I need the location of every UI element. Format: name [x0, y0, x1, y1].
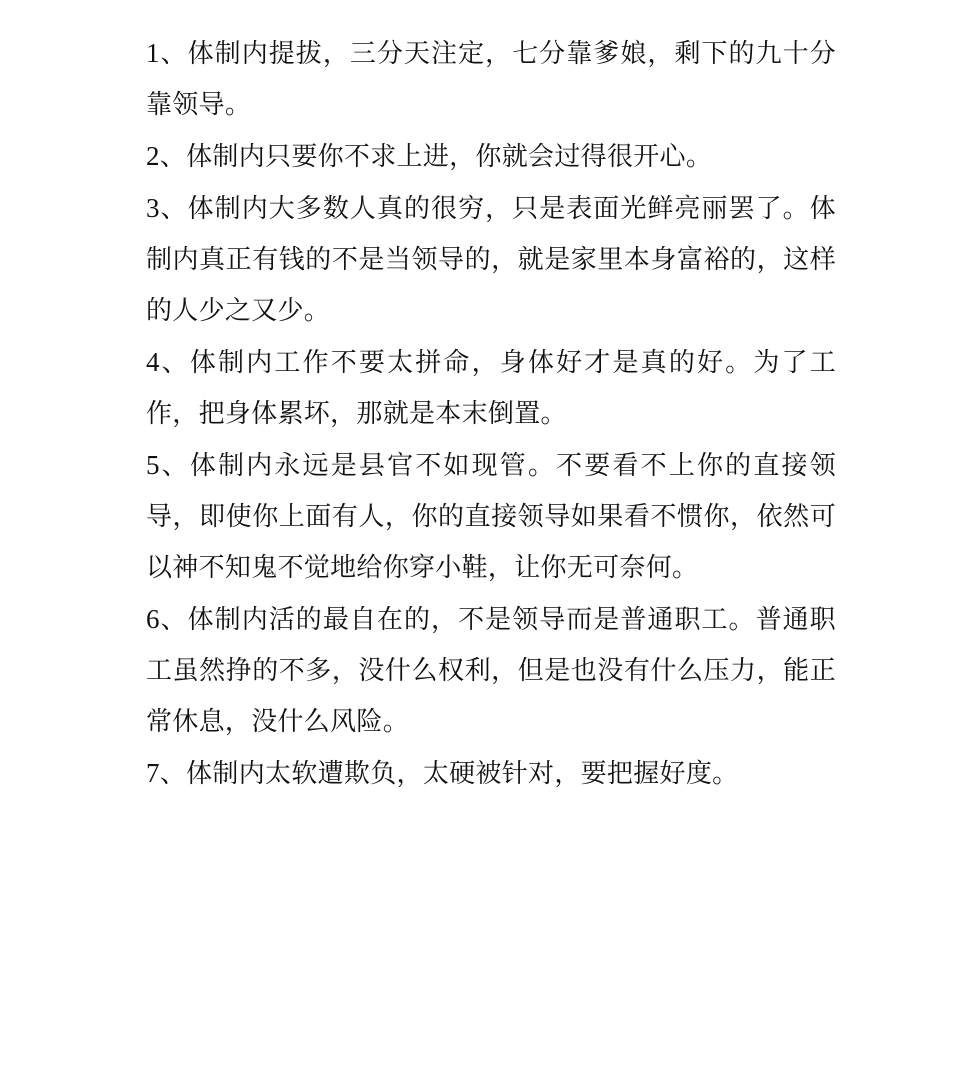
list-item — [146, 183, 836, 337]
item-number: 7 — [146, 758, 160, 788]
item-text: 、体制内活的最自在的，不是领导而是普通职工。普通职工虽然挣的不多，没什么权利，但是也没有什么压力，能正常休息，没什么风险。 — [146, 605, 836, 737]
list-item — [146, 748, 836, 800]
list-item — [146, 28, 836, 131]
item-number: 6 — [146, 604, 160, 634]
item-text: 、体制内太软遭欺负，太硬被针对，要把握好度。 — [159, 759, 739, 789]
item-number: 4 — [146, 347, 160, 377]
list-item — [146, 131, 836, 183]
item-number: 2 — [146, 141, 160, 171]
item-number: 3 — [146, 193, 160, 223]
item-number: 1 — [146, 38, 160, 68]
list-item — [146, 594, 836, 748]
list-item — [146, 337, 836, 440]
item-text: 、体制内大多数人真的很穷，只是表面光鲜亮丽罢了。体制内真正有钱的不是当领导的，就是家里本身富裕的，这样的人少之又少。 — [146, 194, 836, 326]
list-item — [146, 440, 836, 594]
item-text: 、体制内提拔，三分天注定，七分靠爹娘，剩下的九十分靠领导。 — [146, 39, 836, 120]
item-text: 、体制内永远是县官不如现管。不要看不上你的直接领导，即使你上面有人，你的直接领导如果看不惯你，依然可以神不知鬼不觉地给你穿小鞋，让你无可奈何。 — [146, 451, 836, 583]
document-body — [146, 28, 836, 800]
item-text: 、体制内工作不要太拼命，身体好才是真的好。为了工作，把身体累坏，那就是本末倒置。 — [146, 348, 836, 429]
item-number: 5 — [146, 450, 160, 480]
item-text: 、体制内只要你不求上进，你就会过得很开心。 — [159, 142, 713, 172]
